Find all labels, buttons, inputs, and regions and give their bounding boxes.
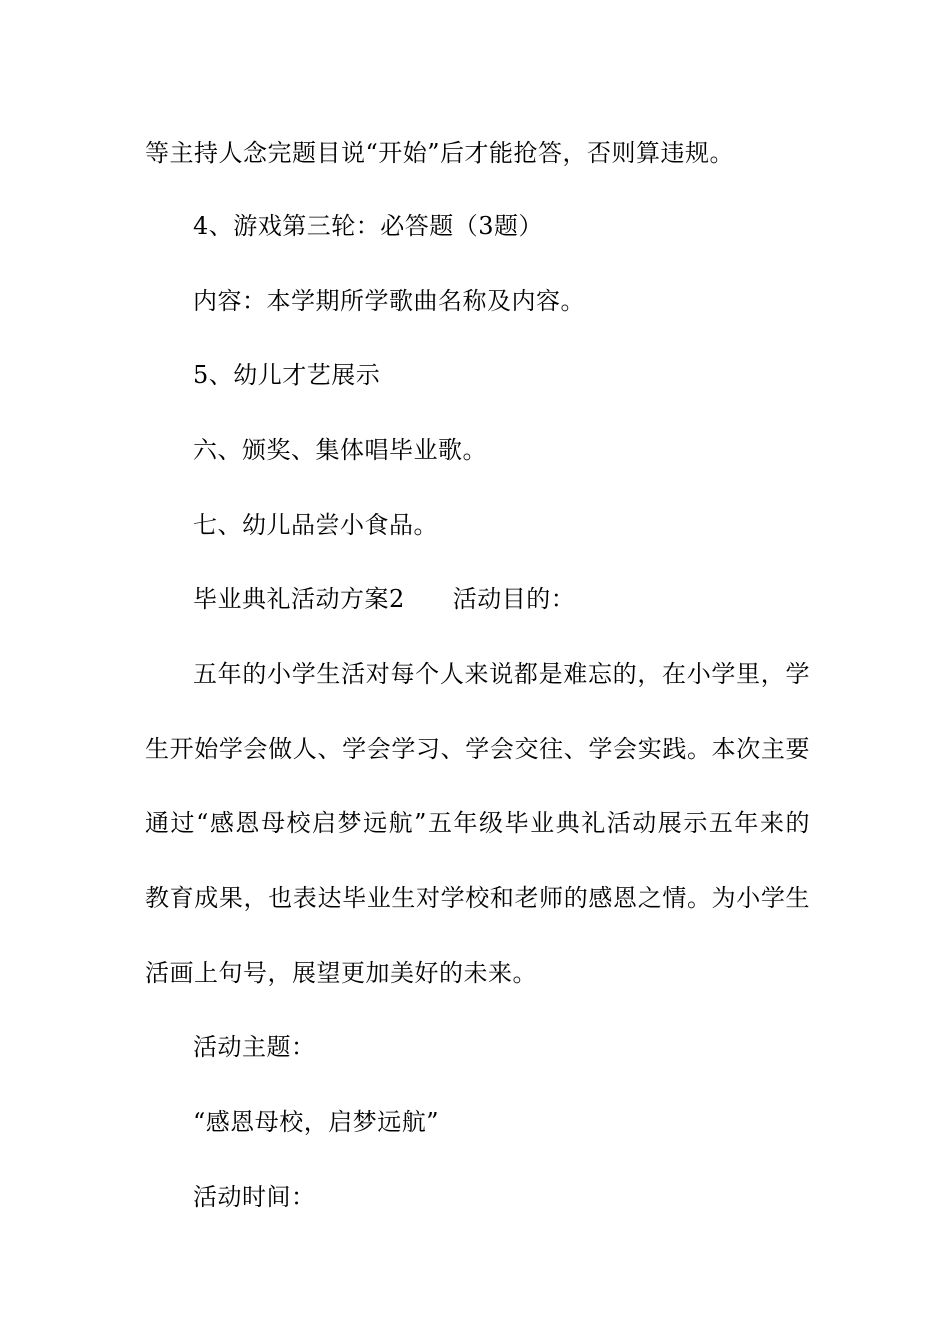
theme-text: “感恩母校，启梦远航” [193,1108,440,1136]
section-heading: 4、游戏第三轮：必答题（3题） [193,212,544,240]
paragraph-line: 教育成果，也表达毕业生对学校和老师的感恩之情。为小学生 [145,884,810,912]
section-heading: 5、幼儿才艺展示 [193,361,381,389]
plan-title: 毕业典礼活动方案2 [193,585,405,613]
section-label: 活动时间： [193,1183,316,1211]
paragraph-line: 活画上句号，展望更加美好的未来。 [145,959,537,987]
section-heading: 七、幼儿品尝小食品。 [193,511,438,539]
paragraph-line: 生开始学会做人、学会学习、学会交往、学会实践。本次主要 [145,735,810,763]
paragraph-line: 等主持人念完题目说“开始”后才能抢答，否则算违规。 [145,139,735,167]
plan-heading-row [193,583,810,615]
purpose-label: 活动目的： [452,585,576,613]
section-heading: 六、颁奖、集体唱毕业歌。 [193,436,487,464]
paragraph-line: 五年的小学生活对每个人来说都是难忘的，在小学里，学 [193,660,810,688]
paragraph-line: 通过“感恩母校启梦远航”五年级毕业典礼活动展示五年来的 [145,809,810,837]
section-label: 活动主题： [193,1033,316,1061]
paragraph-line: 内容：本学期所学歌曲名称及内容。 [193,287,585,315]
